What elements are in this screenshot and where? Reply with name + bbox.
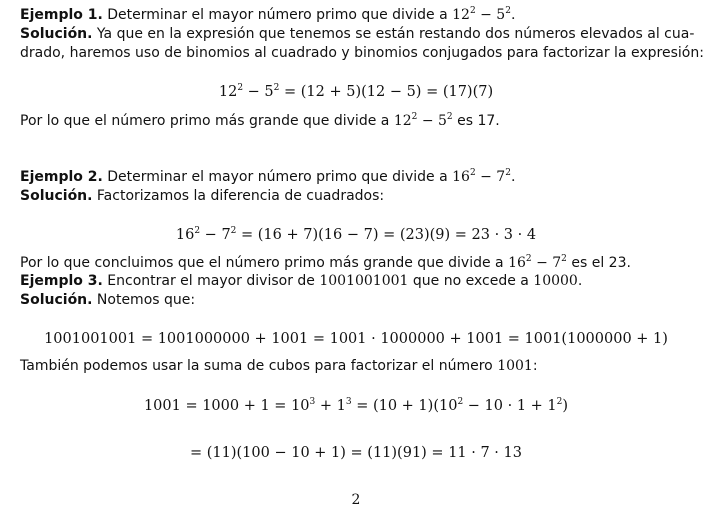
ex3-cubes-line: También podemos usar la suma de cubos para factorizar el número 1001:	[20, 358, 538, 374]
ex3-equation2: $1001 = 1000 + 1 = 10^3 + 1^3 = (10 + 1)(10^2 - 10 \cdot 1 + 1^2)$	[143, 397, 569, 414]
ex2-solution-text: Factorizamos la diferencia de cuadrados:	[92, 188, 385, 204]
ex3-heading: Ejemplo 3.	[20, 273, 103, 289]
ex2-equation: $16^2 - 7^2 = (16 + 7)(16 - 7) = (23)(9) = 23 \cdot 3 \cdot 4$	[175, 226, 537, 243]
ex1-conclusion: Por lo que el número primo más grande que divide a $12^2 - 5^2$ es 17.	[20, 112, 500, 129]
ex3-equation1: 1001001001 = 1001000000 + 1001 = 1001 · 1000000 + 1001 = 1001(1000000 + 1)	[44, 331, 668, 347]
ex2-heading: Ejemplo 2.	[20, 169, 103, 185]
ex2-solution-label: Solución.	[20, 188, 93, 204]
ex2-conclusion: Por lo que concluimos que el número primo más grande que divide a $16^2 - 7^2$ es el 23.	[20, 254, 631, 271]
ex3-equation3: = (11)(100 − 10 + 1) = (11)(91) = 11 · 7 · 13	[190, 445, 522, 461]
ex1-solution-line2: drado, haremos uso de binomios al cuadrado y binomios conjugados para factorizar la expresión:	[20, 45, 704, 61]
ex1-statement-line	[20, 6, 698, 25]
ex3-limit: 10000	[533, 273, 578, 289]
ex2-solution-line	[20, 187, 698, 206]
ex2-statement: Determinar el mayor número primo que divide a	[102, 169, 453, 185]
ex1-heading: Ejemplo 1.	[20, 7, 103, 23]
ex2-statement-line	[20, 168, 698, 187]
ex1-solution-label: Solución.	[20, 26, 93, 42]
ex1-solution-line1	[20, 25, 698, 44]
ex1-equation: $12^2 - 5^2 = (12 + 5)(12 - 5) = (17)(7)$	[218, 83, 494, 100]
ex3-solution-text: Notemos que:	[92, 292, 196, 308]
ex3-statement-line: Ejemplo 3. Encontrar el mayor divisor de 1001001001 que no excede a 10000.	[20, 273, 583, 289]
page-number: 2	[351, 492, 361, 508]
ex2-expression: $16^2 - 7^2$.	[452, 168, 516, 185]
ex1-solution-text1: Ya que en la expresión que tenemos se están restando dos números elevados al cua-	[92, 26, 695, 42]
ex1-expression: $12^2 - 5^2$.	[452, 6, 516, 23]
ex3-number: 1001001001	[319, 273, 409, 289]
ex3-solution-line	[20, 291, 698, 310]
ex3-solution-label: Solución.	[20, 292, 93, 308]
ex1-statement: Determinar el mayor número primo que divide a	[102, 7, 453, 23]
